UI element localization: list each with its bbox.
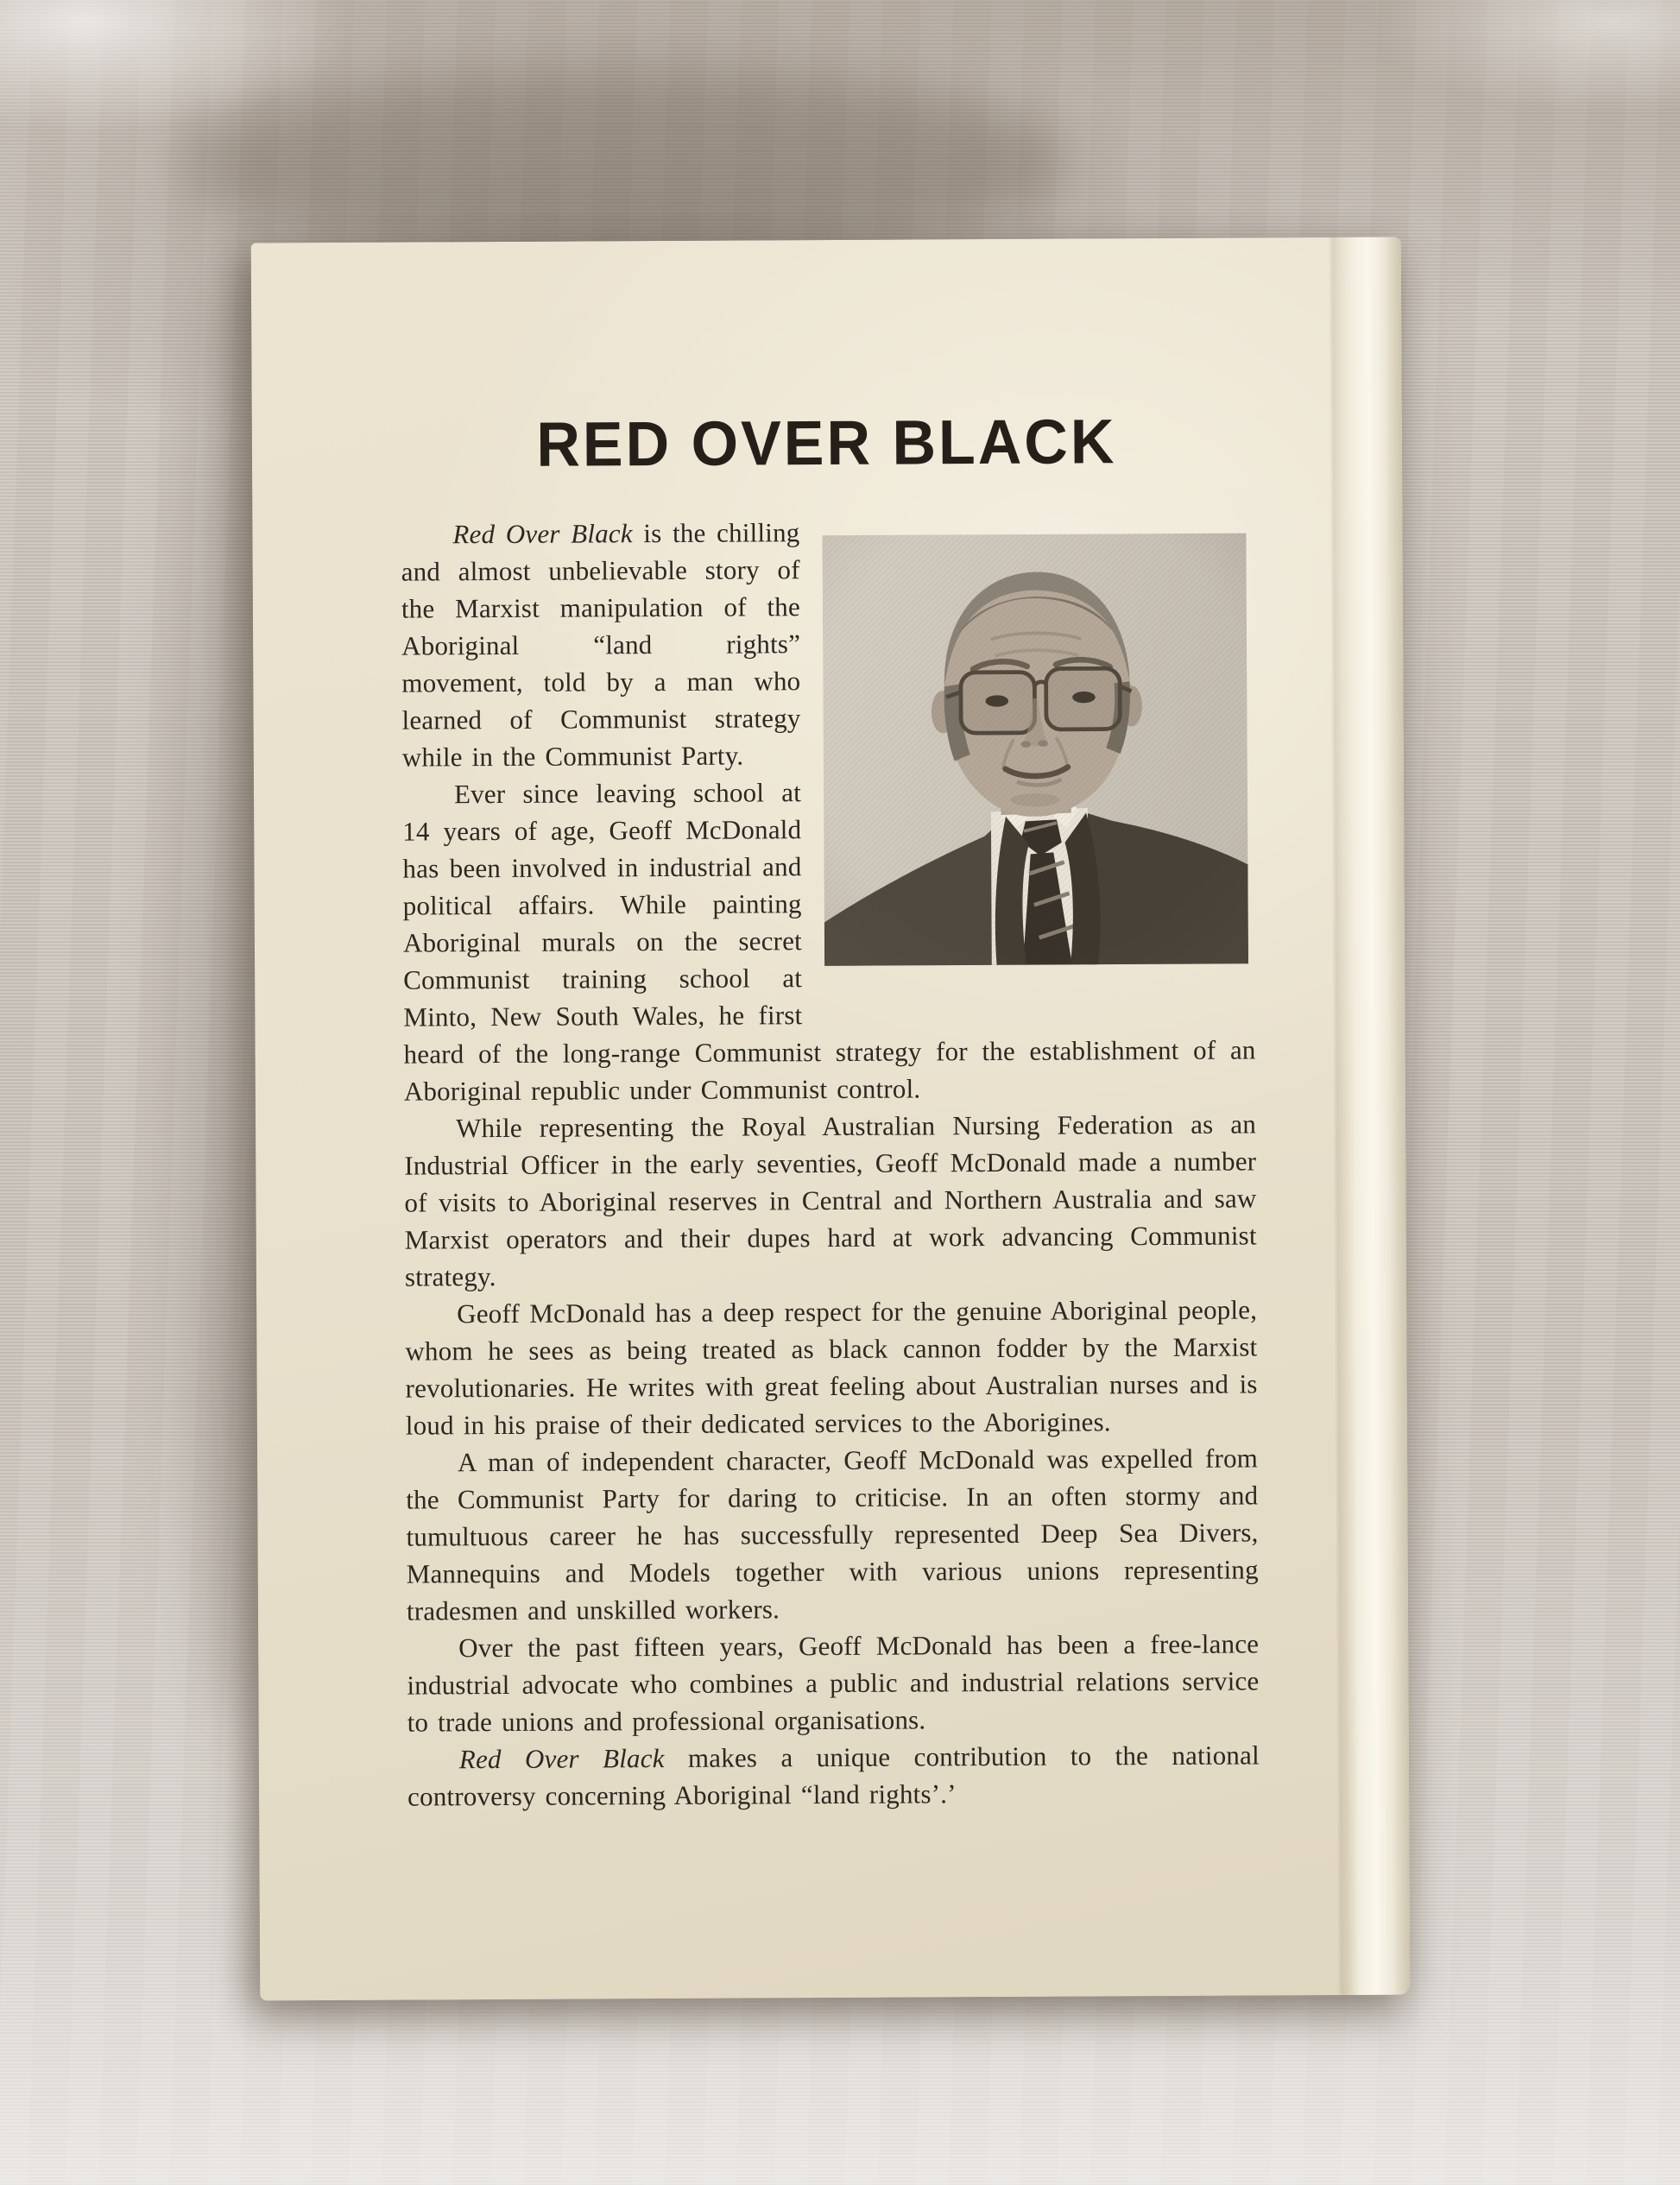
cover-paragraph	[404, 1105, 1257, 1295]
italic-book-title-mention: Red Over Black	[452, 518, 633, 550]
paragraph-text: Over the past fifteen years, Geoff McDonald has been a free-lance industrial advocate who combines a public and industrial relations service to trade unions and professional organisations.	[407, 1628, 1260, 1738]
paragraph-text: While representing the Royal Australian Nursing Federation as an Industrial Officer in the early seventies, Geoff McDonald made a number of visits to Aboriginal reserves in Central and Northern Australia and saw Marxist operators and their dupes hard at work advancing Communist strategy.	[404, 1108, 1257, 1292]
paragraph-text: Geoff McDonald has a deep respect for the genuine Aboriginal people, whom he sees as being treated as black cannon fodder by the Marxist revolutionaries. He writes with great feeling about Australian nurses and is loud in his praise of their dedicated services to the Aborigines.	[405, 1294, 1258, 1441]
cover-paragraph	[407, 1736, 1260, 1815]
cover-paragraph	[407, 1625, 1260, 1740]
cover-content	[401, 406, 1260, 1815]
cover-paragraph	[405, 1291, 1258, 1443]
page-edges-strip	[1329, 237, 1411, 1995]
italic-book-title-mention: Red Over Black	[458, 1743, 665, 1775]
paragraph-text: is the chilling and almost unbelievable story of the Marxist manipulation of the Aboriginal “land rights” movement, told by a man who learned of Communist strategy while in the Communist Party.	[401, 517, 801, 773]
paragraph-text: A man of independent character, Geoff McDonald was expelled from the Communist Party for daring to criticise. In an often stormy and tumultuous career he has successfully represented Deep Sea Divers, Mannequins and Models together with various unions representing tradesmen and unskilled workers.	[406, 1443, 1259, 1626]
author-photo-box	[799, 511, 1255, 997]
cover-paragraph	[406, 1439, 1259, 1629]
book-title: RED OVER BLACK	[536, 406, 1117, 480]
book-cast-shadow	[181, 60, 1071, 268]
author-portrait-photo	[822, 521, 1248, 977]
book-back-cover	[251, 237, 1411, 2001]
paragraph-text: Ever since leaving school at 14 years of age, Geoff McDonald has been involved in industrial and political affairs. While painting Aboriginal murals on the secret Communist training school at Minto, New South Wales, he first heard of the long-range Communist strategy for the establishment of an Aboriginal republic under Communist control.	[402, 777, 1256, 1107]
paragraph-text: makes a unique contribution to the national controversy concerning Aboriginal “land rights’.’	[407, 1740, 1260, 1812]
blurb-text	[401, 511, 1260, 1815]
